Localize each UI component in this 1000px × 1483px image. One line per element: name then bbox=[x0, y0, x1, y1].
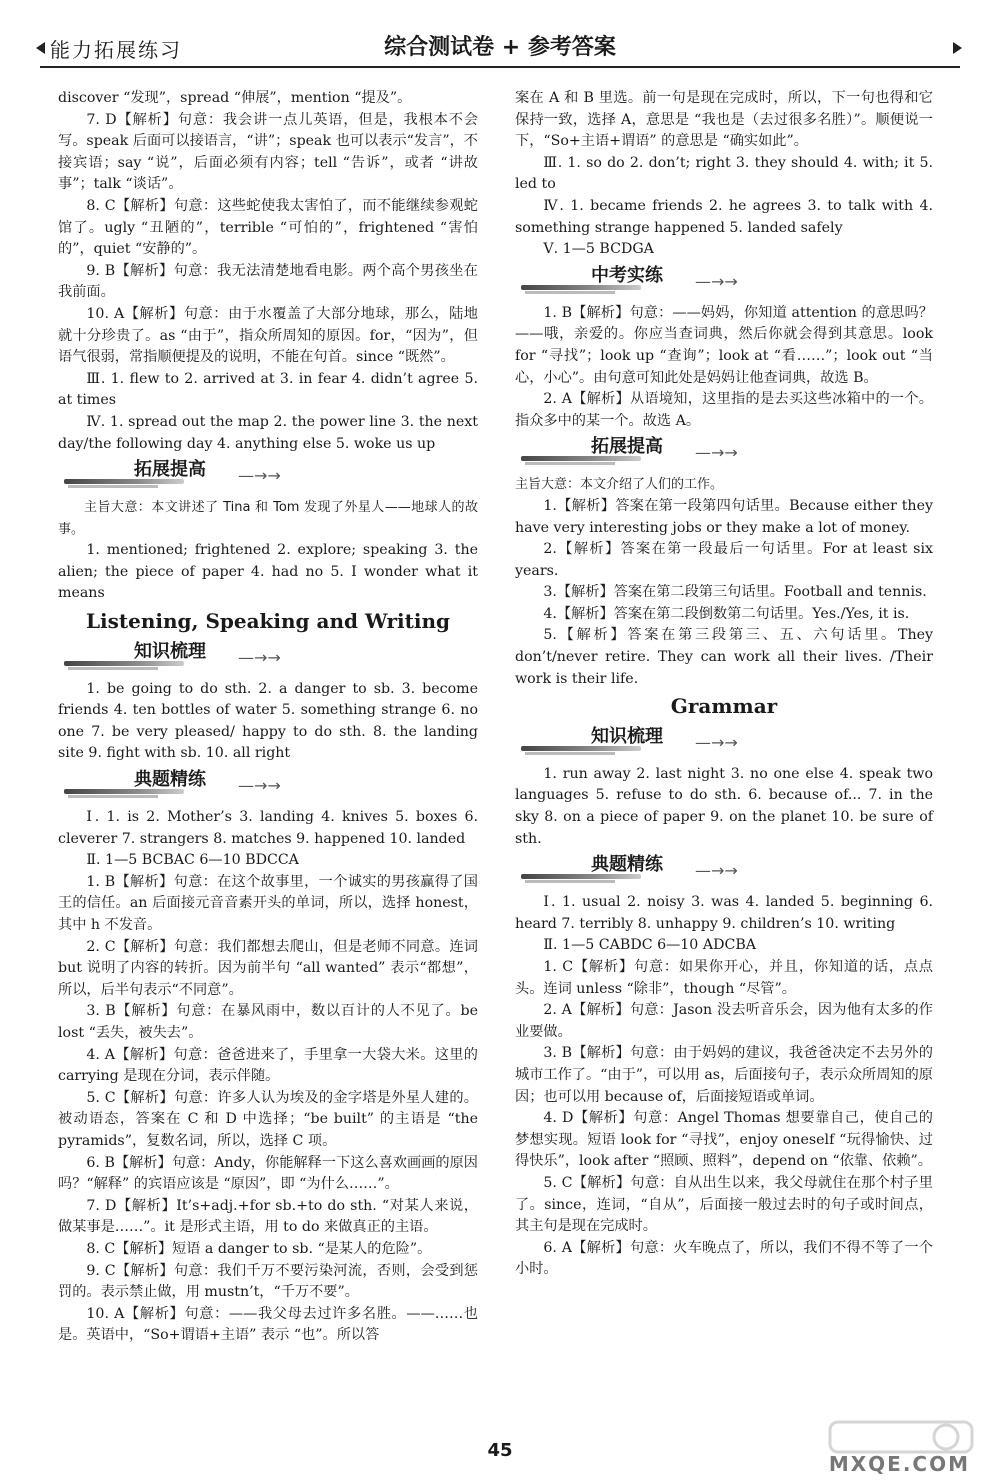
section-label: 拓展提高 bbox=[591, 436, 663, 458]
paragraph: 案在 A 和 B 里选。前一句是现在完成时，所以，下一句也得和它保持一致，选择 A，意思是 “我也是（去过很多名胜）”。顺便说一下，“So+主语+谓语” 的意思是 “确实如此”。 bbox=[515, 90, 933, 150]
watermark-text: MXQE.COM bbox=[828, 1452, 970, 1476]
paragraph: 1. mentioned; frightened 2. explore; speaking 3. the alien; the piece of paper 4. had no 5. I wonder what it means bbox=[58, 542, 478, 602]
decorative-bar bbox=[525, 880, 615, 883]
paragraph: 5. C【解析】句意：许多人认为埃及的金字塔是外星人建的。被动语态，答案在 C 和 D 中选择；“be built” 的主语是 “the pyramids”，复数名词，所以，选择 C 项。 bbox=[58, 1089, 478, 1149]
paragraph: 4. A【解析】句意：爸爸进来了，手里拿一大袋大米。这里的 carrying 是现在分词，表示伴随。 bbox=[58, 1046, 478, 1085]
arrow-icon: —→→ bbox=[695, 732, 738, 752]
section-heading bbox=[515, 265, 933, 301]
paragraph: 10. A【解析】句意：由于水覆盖了大部分地球，那么，陆地就十分珍贵了。as “由于”，指众所周知的原因。for，“因为”，但语气很弱，常指顺便提及的说明，不能在句首。since “既然”。 bbox=[58, 305, 478, 366]
paragraph: 8. C【解析】短语 a danger to sb. “是某人的危险”。 bbox=[86, 1240, 432, 1257]
paragraph: 2. A【解析】句意：Jason 没去听音乐会，因为他有太多的作业要做。 bbox=[515, 1002, 933, 1040]
paragraph: 2. A【解析】从语境知，这里指的是去买这些冰箱中的一个。指众多中的某一个。故选 A。 bbox=[515, 391, 933, 429]
paragraph: 3.【解析】答案在第二段第三句话里。Football and tennis. bbox=[543, 584, 927, 601]
decorative-bar bbox=[68, 485, 158, 488]
header-section-title: 综合测试卷 + 参考答案 bbox=[384, 35, 616, 60]
paragraph: Ⅰ. 1. is 2. Mother’s 3. landing 4. knives 5. boxes 6. cleverer 7. strangers 8. matches 9. happened 10. landed bbox=[58, 809, 478, 847]
arrow-icon: —→→ bbox=[238, 647, 281, 667]
paragraph: 6. A【解析】句意：火车晚点了，所以，我们不得不等了一个小时。 bbox=[515, 1239, 933, 1278]
paragraph: Ⅰ. 1. usual 2. noisy 3. was 4. landed 5. beginning 6. heard 7. terribly 8. unhappy 9. children’s 10. writing bbox=[515, 894, 933, 932]
section-label: 知识梳理 bbox=[134, 640, 206, 662]
paragraph: Ⅱ. 1—5 CABDC 6—10 ADCBA bbox=[543, 937, 756, 954]
summary-note: 主旨大意：本文介绍了人们的工作。 bbox=[515, 477, 724, 493]
paragraph: 9. C【解析】句意：我们千万不要污染河流，否则，会受到惩罚的。表示禁止做，用 mustn’t，“千万不要”。 bbox=[58, 1262, 478, 1301]
paragraph: Ⅱ. 1—5 BCBAC 6—10 BDCCA bbox=[86, 852, 299, 869]
decorative-bar bbox=[68, 795, 158, 798]
paragraph: 1. B【解析】句意：在这个故事里，一个诚实的男孩赢得了国王的信任。an 后面接元音音素开头的单词，所以，选择 honest，其中 h 不发音。 bbox=[58, 873, 478, 933]
section-heading bbox=[515, 436, 933, 472]
summary-note: 主旨大意：本文讲述了 Tina 和 Tom 发现了外星人——地球人的故事。 bbox=[58, 500, 478, 537]
decorative-bar bbox=[525, 462, 615, 465]
arrow-icon: —→→ bbox=[695, 443, 738, 463]
paragraph: 1. B【解析】句意：——妈妈，你知道 attention 的意思吗？——哦，亲爱的。你应当查词典，然后你就会得到其意思。look for “寻找”；look up “查询”；look at “看……”；look out “当心，小心”。由句意可知此处是妈妈让他查词典，故选 B。 bbox=[515, 304, 933, 386]
page-number: 45 bbox=[487, 1440, 513, 1461]
left-column bbox=[58, 88, 478, 1347]
decorative-bar bbox=[525, 752, 615, 755]
section-heading bbox=[58, 769, 478, 805]
paragraph: Ⅳ. 1. became friends 2. he agrees 3. to talk with 4. something strange happened 5. landed safely bbox=[515, 197, 933, 236]
page-header bbox=[40, 30, 960, 68]
paragraph: 2. C【解析】句意：我们都想去爬山，但是老师不同意。连词 but 说明了内容的转折。因为前半句 “all wanted” 表示“都想”，所以，后半句表示“不同意”。 bbox=[58, 938, 478, 998]
section-heading bbox=[515, 854, 933, 890]
paragraph: 4. D【解析】句意：Angel Thomas 想要靠自己，使自己的梦想实现。短语 look for “寻找”，enjoy oneself “玩得愉快、过得快乐”，look after “照顾、照料”，depend on “依靠、依赖”。 bbox=[515, 1110, 933, 1170]
paragraph: 5. C【解析】句意：自从出生以来，我父母就住在那个村子里了。since，连词，“自从”，后面接一般过去时的句子或时间点，其主句是现在完成时。 bbox=[515, 1174, 933, 1235]
section-label: 中考实练 bbox=[591, 264, 663, 286]
section-heading bbox=[58, 459, 478, 495]
paragraph: Ⅳ. 1. spread out the map 2. the power line 3. the next day/the following day 4. anything else 5. woke us up bbox=[58, 413, 478, 452]
paragraph: 3. B【解析】句意：由于妈妈的建议，我爸爸决定不去另外的城市工作了。“由于”，可以用 as，后面接句子，表示众所周知的原因；也可以用 because of，后面接短语或单词。 bbox=[515, 1045, 933, 1105]
arrow-icon: —→→ bbox=[238, 466, 281, 486]
paragraph: 6. B【解析】句意：Andy，你能解释一下这么喜欢画画的原因吗？“解释” 的宾语应该是 “原因”，即 “为什么……”。 bbox=[58, 1154, 478, 1193]
section-label: 典题精练 bbox=[134, 769, 206, 791]
paragraph: 1.【解析】答案在第一段第四句话里。Because either they have very interesting jobs or they make a lot of money. bbox=[515, 497, 933, 536]
unit-title: Listening, Speaking and Writing bbox=[85, 609, 451, 634]
paragraph: 1. run away 2. last night 3. no one else 4. speak two languages 5. refuse to do sth. 6. because of... 7. in the sky 8. on a piece of paper 9. on the planet 10. be sure of sth. bbox=[515, 765, 933, 847]
paragraph: 9. B【解析】句意：我无法清楚地看电影。两个高个男孩坐在我前面。 bbox=[58, 262, 478, 301]
paragraph: Ⅴ. 1—5 BCDGA bbox=[543, 241, 654, 258]
arrow-icon: —→→ bbox=[238, 776, 281, 796]
paragraph: 10. A【解析】句意：——我父母去过许多名胜。——……也是。英语中，“So+谓语+主语” 表示 “也”。所以答 bbox=[58, 1305, 478, 1344]
decorative-bar bbox=[525, 291, 615, 294]
arrow-icon: —→→ bbox=[695, 861, 738, 881]
paragraph: 1. C【解析】句意：如果你开心，并且，你知道的话，点点头。连词 unless “除非”，though “尽管”。 bbox=[515, 959, 933, 997]
section-heading bbox=[515, 726, 933, 762]
section-label: 典题精练 bbox=[591, 854, 663, 876]
paragraph: 7. D【解析】It’s+adj.+for sb.+to do sth. “对某人来说，做某事是……”。it 是形式主语，用 to do 来做真正的主语。 bbox=[58, 1197, 478, 1236]
section-label: 知识梳理 bbox=[591, 725, 663, 747]
paragraph: 3. B【解析】句意：在暴风雨中，数以百计的人不见了。be lost “丢失，被失去”。 bbox=[58, 1003, 478, 1041]
paragraph: 4.【解析】答案在第二段倒数第二句话里。Yes./Yes, it is. bbox=[543, 605, 910, 622]
paragraph: 7. D【解析】句意：我会讲一点儿英语，但是，我根本不会写。speak 后面可以接语言，“讲”；speak 也可以表示“发言”，不接宾语；say “说”，后面必须有内容；tell “告诉”，或者 “讲故事”；talk “谈话”。 bbox=[58, 111, 478, 193]
paragraph: 2.【解析】答案在第一段最后一句话里。For at least six years. bbox=[515, 541, 933, 579]
arrow-icon: —→→ bbox=[695, 271, 738, 291]
paragraph: Ⅲ. 1. so do 2. don’t; right 3. they should 4. with; it 5. led to bbox=[515, 154, 933, 193]
paragraph: 5.【解析】答案在第三段第三、五、六句话里。They don’t/never retire. They can work all their lives. /Their work is their life. bbox=[515, 627, 933, 687]
section-heading bbox=[58, 641, 478, 677]
paragraph: discover “发现”，spread “伸展”，mention “提及”。 bbox=[58, 90, 412, 106]
header-book-title: 能力拓展练习 bbox=[50, 38, 182, 62]
right-column bbox=[515, 88, 933, 1281]
right-arrow-icon bbox=[953, 42, 962, 54]
section-label: 拓展提高 bbox=[134, 459, 206, 481]
decorative-bar bbox=[68, 667, 158, 670]
paragraph: 8. C【解析】句意：这些蛇使我太害怕了，而不能继续参观蛇馆了。ugly “丑陋的”，terrible “可怕的”，frightened “害怕的”，quiet “安静的”。 bbox=[58, 197, 478, 258]
paragraph: 1. be going to do sth. 2. a danger to sb. 3. become friends 4. ten bottles of water 5. something strange 6. no one 7. be very pleased/ happy to do sth. 8. the landing site 9. fight with sb. 10. all right bbox=[58, 680, 478, 762]
unit-title: Grammar bbox=[670, 694, 778, 719]
paragraph: Ⅲ. 1. flew to 2. arrived at 3. in fear 4. didn’t agree 5. at times bbox=[58, 370, 478, 409]
